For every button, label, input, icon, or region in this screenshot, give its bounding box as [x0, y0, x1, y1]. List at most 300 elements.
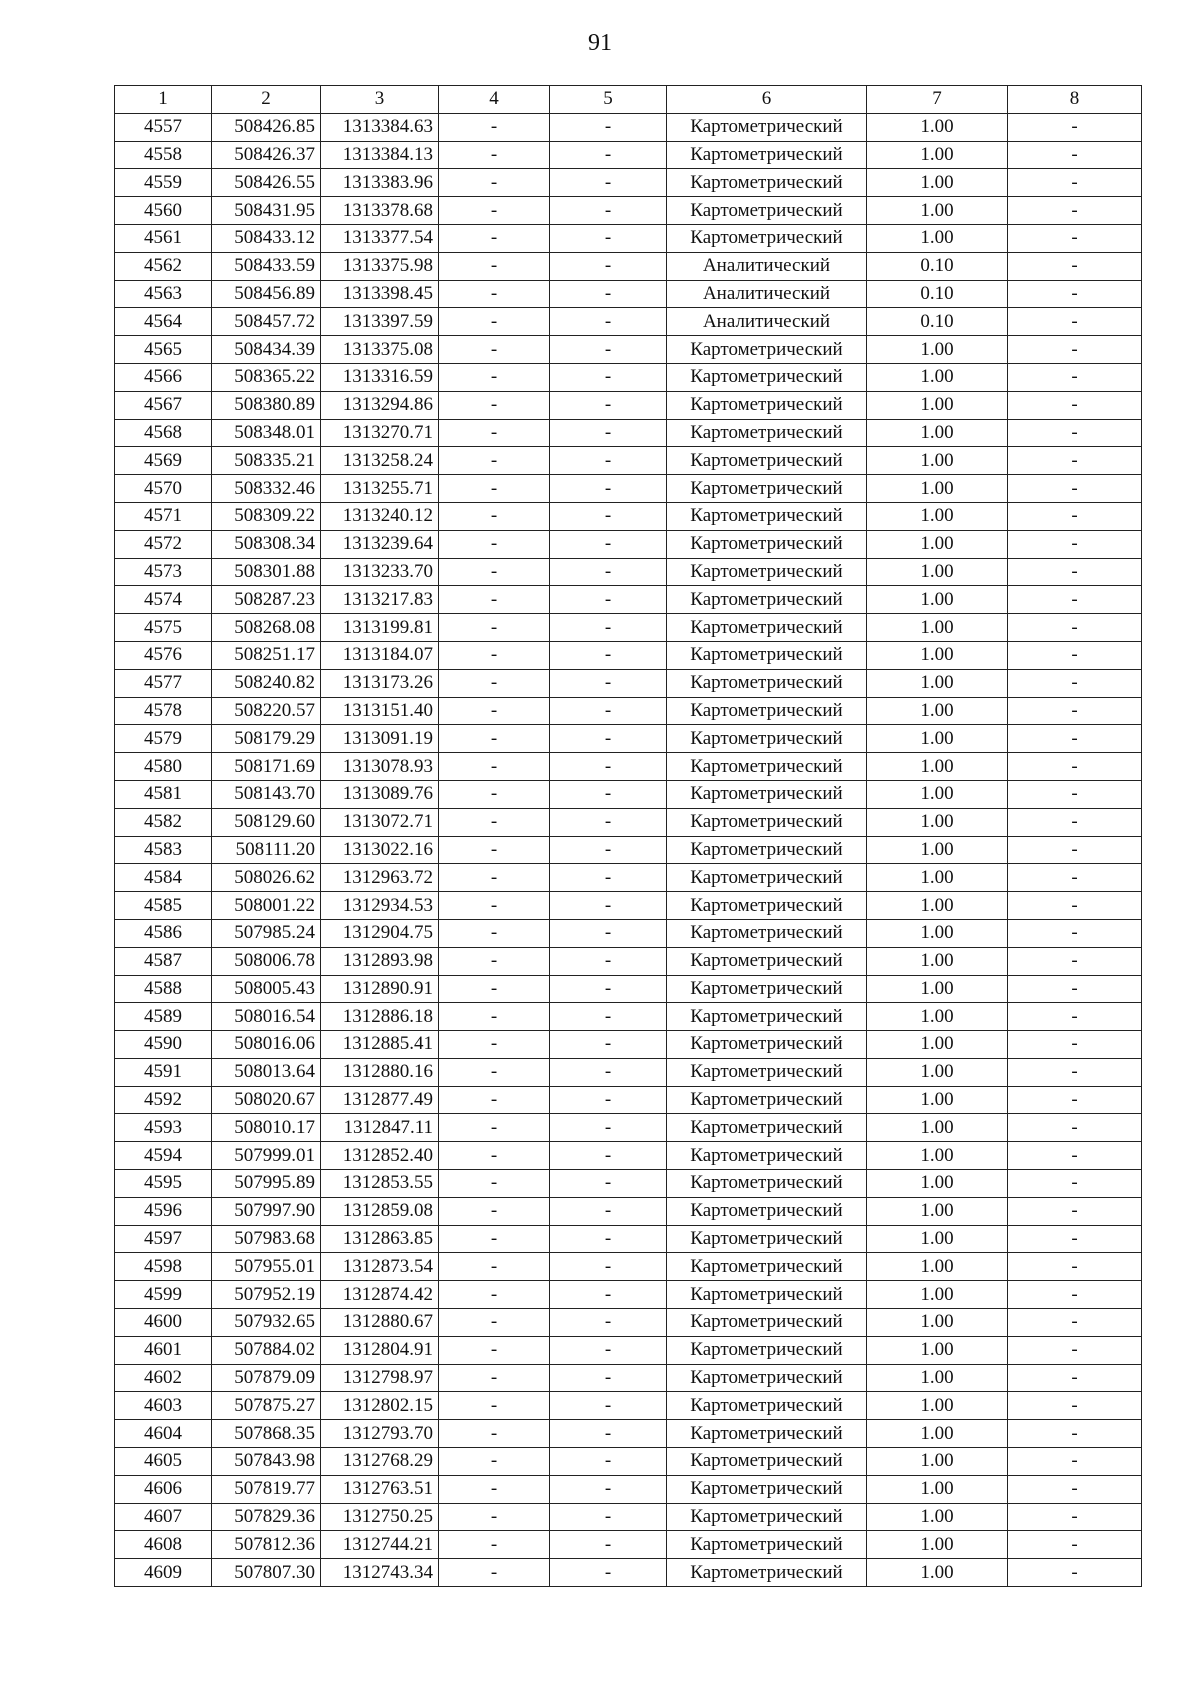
- col-8-cell: -: [1008, 808, 1142, 836]
- col-4-cell: -: [439, 558, 550, 586]
- col-5-cell: -: [550, 1364, 667, 1392]
- coord-y-cell: 1313022.16: [321, 836, 439, 864]
- method-cell: Аналитический: [667, 280, 867, 308]
- col-8-cell: -: [1008, 391, 1142, 419]
- col-5-cell: -: [550, 1197, 667, 1225]
- coord-y-cell: 1312750.25: [321, 1503, 439, 1531]
- col-5-cell: -: [550, 419, 667, 447]
- coord-x-cell: 507819.77: [212, 1475, 321, 1503]
- method-cell: Картометрический: [667, 586, 867, 614]
- col-8-cell: -: [1008, 864, 1142, 892]
- col-5-cell: -: [550, 308, 667, 336]
- coord-x-cell: 507884.02: [212, 1336, 321, 1364]
- point-number-cell: 4603: [115, 1392, 212, 1420]
- coord-x-cell: 508179.29: [212, 725, 321, 753]
- point-number-cell: 4586: [115, 919, 212, 947]
- coord-y-cell: 1312859.08: [321, 1197, 439, 1225]
- col-5-cell: -: [550, 1392, 667, 1420]
- col-5-cell: -: [550, 1114, 667, 1142]
- coord-x-cell: 508426.55: [212, 169, 321, 197]
- method-cell: Картометрический: [667, 780, 867, 808]
- accuracy-cell: 0.10: [867, 280, 1008, 308]
- coord-y-cell: 1313173.26: [321, 669, 439, 697]
- point-number-cell: 4607: [115, 1503, 212, 1531]
- col-8-cell: -: [1008, 113, 1142, 141]
- accuracy-cell: 1.00: [867, 1170, 1008, 1198]
- method-cell: Картометрический: [667, 475, 867, 503]
- coord-y-cell: 1313397.59: [321, 308, 439, 336]
- col-5-cell: -: [550, 669, 667, 697]
- col-4-cell: -: [439, 308, 550, 336]
- method-cell: Картометрический: [667, 419, 867, 447]
- coord-x-cell: 508287.23: [212, 586, 321, 614]
- accuracy-cell: 1.00: [867, 1142, 1008, 1170]
- col-5-cell: -: [550, 892, 667, 920]
- coord-y-cell: 1313377.54: [321, 224, 439, 252]
- col-4-cell: -: [439, 169, 550, 197]
- col-8-cell: -: [1008, 1114, 1142, 1142]
- coord-y-cell: 1312880.67: [321, 1309, 439, 1337]
- col-5-cell: -: [550, 808, 667, 836]
- method-cell: Картометрический: [667, 864, 867, 892]
- col-4-cell: -: [439, 780, 550, 808]
- coord-x-cell: 508426.37: [212, 141, 321, 169]
- coord-x-cell: 508308.34: [212, 530, 321, 558]
- accuracy-cell: 1.00: [867, 558, 1008, 586]
- col-4-cell: -: [439, 530, 550, 558]
- accuracy-cell: 1.00: [867, 363, 1008, 391]
- col-4-cell: -: [439, 224, 550, 252]
- col-8-cell: -: [1008, 558, 1142, 586]
- method-cell: Картометрический: [667, 113, 867, 141]
- table-row: [115, 669, 1142, 697]
- col-4-cell: -: [439, 641, 550, 669]
- col-4-cell: -: [439, 280, 550, 308]
- table-row: [115, 1448, 1142, 1476]
- method-cell: Картометрический: [667, 697, 867, 725]
- coord-y-cell: 1312793.70: [321, 1420, 439, 1448]
- table-row: [115, 419, 1142, 447]
- coord-y-cell: 1312885.41: [321, 1031, 439, 1059]
- method-cell: Картометрический: [667, 836, 867, 864]
- coord-y-cell: 1313078.93: [321, 753, 439, 781]
- method-cell: Картометрический: [667, 919, 867, 947]
- coord-y-cell: 1313294.86: [321, 391, 439, 419]
- col-5-cell: -: [550, 836, 667, 864]
- table-row: [115, 641, 1142, 669]
- accuracy-cell: 1.00: [867, 947, 1008, 975]
- coord-y-cell: 1312904.75: [321, 919, 439, 947]
- method-cell: Картометрический: [667, 641, 867, 669]
- coord-y-cell: 1312873.54: [321, 1253, 439, 1281]
- coord-y-cell: 1313375.08: [321, 336, 439, 364]
- point-number-cell: 4577: [115, 669, 212, 697]
- accuracy-cell: 1.00: [867, 808, 1008, 836]
- coord-y-cell: 1312743.34: [321, 1559, 439, 1587]
- table-row: [115, 892, 1142, 920]
- coord-x-cell: 507955.01: [212, 1253, 321, 1281]
- coord-y-cell: 1313233.70: [321, 558, 439, 586]
- col-8-cell: -: [1008, 892, 1142, 920]
- col-8-cell: -: [1008, 1559, 1142, 1587]
- point-number-cell: 4567: [115, 391, 212, 419]
- col-5-cell: -: [550, 919, 667, 947]
- method-cell: Картометрический: [667, 892, 867, 920]
- method-cell: Картометрический: [667, 1475, 867, 1503]
- coord-x-cell: 507983.68: [212, 1225, 321, 1253]
- table-row: [115, 614, 1142, 642]
- coord-y-cell: 1313258.24: [321, 447, 439, 475]
- point-number-cell: 4587: [115, 947, 212, 975]
- point-number-cell: 4581: [115, 780, 212, 808]
- coord-x-cell: 508006.78: [212, 947, 321, 975]
- col-8-cell: -: [1008, 224, 1142, 252]
- coord-x-cell: 508456.89: [212, 280, 321, 308]
- table-row: [115, 530, 1142, 558]
- accuracy-cell: 1.00: [867, 391, 1008, 419]
- table-row: [115, 1031, 1142, 1059]
- table-row: [115, 1503, 1142, 1531]
- col-5-cell: -: [550, 1503, 667, 1531]
- method-cell: Картометрический: [667, 1420, 867, 1448]
- col-5-cell: -: [550, 697, 667, 725]
- col-4-cell: -: [439, 363, 550, 391]
- accuracy-cell: 1.00: [867, 1253, 1008, 1281]
- table-body: [115, 113, 1142, 1586]
- coord-y-cell: 1313384.63: [321, 113, 439, 141]
- col-8-cell: -: [1008, 308, 1142, 336]
- point-number-cell: 4576: [115, 641, 212, 669]
- coord-y-cell: 1312890.91: [321, 975, 439, 1003]
- coord-x-cell: 507812.36: [212, 1531, 321, 1559]
- col-5-cell: -: [550, 614, 667, 642]
- table-row: [115, 447, 1142, 475]
- point-number-cell: 4557: [115, 113, 212, 141]
- coord-x-cell: 507995.89: [212, 1170, 321, 1198]
- accuracy-cell: 1.00: [867, 113, 1008, 141]
- accuracy-cell: 1.00: [867, 1225, 1008, 1253]
- coord-y-cell: 1313240.12: [321, 502, 439, 530]
- col-4-cell: -: [439, 836, 550, 864]
- col-8-cell: -: [1008, 447, 1142, 475]
- coord-x-cell: 508020.67: [212, 1086, 321, 1114]
- col-4-cell: -: [439, 614, 550, 642]
- accuracy-cell: 0.10: [867, 252, 1008, 280]
- point-number-cell: 4600: [115, 1309, 212, 1337]
- method-cell: Картометрический: [667, 1448, 867, 1476]
- table-row: [115, 1058, 1142, 1086]
- col-8-cell: -: [1008, 1281, 1142, 1309]
- col-5-cell: -: [550, 1058, 667, 1086]
- table-row: [115, 947, 1142, 975]
- col-4-cell: -: [439, 475, 550, 503]
- col-4-cell: -: [439, 1225, 550, 1253]
- method-cell: Картометрический: [667, 1031, 867, 1059]
- table-row: [115, 1392, 1142, 1420]
- point-number-cell: 4564: [115, 308, 212, 336]
- col-5-cell: -: [550, 502, 667, 530]
- col-4-cell: -: [439, 502, 550, 530]
- accuracy-cell: 1.00: [867, 892, 1008, 920]
- col-4-cell: -: [439, 1392, 550, 1420]
- coord-x-cell: 508010.17: [212, 1114, 321, 1142]
- coord-y-cell: 1312886.18: [321, 1003, 439, 1031]
- method-cell: Картометрический: [667, 975, 867, 1003]
- coord-x-cell: 508220.57: [212, 697, 321, 725]
- coord-x-cell: 508433.59: [212, 252, 321, 280]
- table-row: [115, 224, 1142, 252]
- col-5-cell: -: [550, 475, 667, 503]
- col-8-cell: -: [1008, 1531, 1142, 1559]
- accuracy-cell: 1.00: [867, 780, 1008, 808]
- col-8-cell: -: [1008, 1475, 1142, 1503]
- col-8-cell: -: [1008, 725, 1142, 753]
- accuracy-cell: 1.00: [867, 336, 1008, 364]
- point-number-cell: 4589: [115, 1003, 212, 1031]
- method-cell: Картометрический: [667, 1392, 867, 1420]
- col-8-cell: -: [1008, 141, 1142, 169]
- col-4-cell: -: [439, 1031, 550, 1059]
- col-5-cell: -: [550, 1309, 667, 1337]
- col-5-cell: -: [550, 336, 667, 364]
- point-number-cell: 4580: [115, 753, 212, 781]
- accuracy-cell: 1.00: [867, 697, 1008, 725]
- col-4-cell: -: [439, 141, 550, 169]
- col-8-cell: -: [1008, 1253, 1142, 1281]
- coord-y-cell: 1312863.85: [321, 1225, 439, 1253]
- col-8-cell: -: [1008, 169, 1142, 197]
- coord-x-cell: 507985.24: [212, 919, 321, 947]
- coord-x-cell: 507999.01: [212, 1142, 321, 1170]
- coord-x-cell: 507868.35: [212, 1420, 321, 1448]
- point-number-cell: 4594: [115, 1142, 212, 1170]
- col-4-cell: -: [439, 1309, 550, 1337]
- col-4-cell: -: [439, 336, 550, 364]
- col-4-cell: -: [439, 1142, 550, 1170]
- method-cell: Картометрический: [667, 1114, 867, 1142]
- method-cell: Картометрический: [667, 808, 867, 836]
- point-number-cell: 4583: [115, 836, 212, 864]
- col-5-cell: -: [550, 1142, 667, 1170]
- col-5-cell: -: [550, 447, 667, 475]
- col-4-cell: -: [439, 1281, 550, 1309]
- coord-y-cell: 1312802.15: [321, 1392, 439, 1420]
- col-5-cell: -: [550, 558, 667, 586]
- table-row: [115, 169, 1142, 197]
- coord-x-cell: 507829.36: [212, 1503, 321, 1531]
- col-5-cell: -: [550, 753, 667, 781]
- table-row: [115, 1475, 1142, 1503]
- table-row: [115, 1142, 1142, 1170]
- coord-x-cell: 508332.46: [212, 475, 321, 503]
- col-8-cell: -: [1008, 475, 1142, 503]
- coord-y-cell: 1312804.91: [321, 1336, 439, 1364]
- point-number-cell: 4562: [115, 252, 212, 280]
- coord-x-cell: 508240.82: [212, 669, 321, 697]
- coord-y-cell: 1313383.96: [321, 169, 439, 197]
- method-cell: Картометрический: [667, 363, 867, 391]
- col-5-cell: -: [550, 280, 667, 308]
- point-number-cell: 4591: [115, 1058, 212, 1086]
- col-5-cell: -: [550, 363, 667, 391]
- col-4-cell: -: [439, 1170, 550, 1198]
- accuracy-cell: 1.00: [867, 141, 1008, 169]
- col-8-cell: -: [1008, 280, 1142, 308]
- table-row: [115, 586, 1142, 614]
- table-row: [115, 1170, 1142, 1198]
- method-cell: Аналитический: [667, 252, 867, 280]
- table-row: [115, 1086, 1142, 1114]
- coord-y-cell: 1312934.53: [321, 892, 439, 920]
- table-row: [115, 1114, 1142, 1142]
- coord-x-cell: 508016.06: [212, 1031, 321, 1059]
- accuracy-cell: 1.00: [867, 502, 1008, 530]
- method-cell: Картометрический: [667, 558, 867, 586]
- table-row: [115, 975, 1142, 1003]
- col-5-cell: -: [550, 725, 667, 753]
- method-cell: Картометрический: [667, 224, 867, 252]
- col-4-cell: -: [439, 669, 550, 697]
- table-row: [115, 252, 1142, 280]
- coord-x-cell: 508001.22: [212, 892, 321, 920]
- table-row: [115, 808, 1142, 836]
- point-number-cell: 4588: [115, 975, 212, 1003]
- coord-y-cell: 1312874.42: [321, 1281, 439, 1309]
- method-cell: Аналитический: [667, 308, 867, 336]
- table-row: [115, 1420, 1142, 1448]
- coord-x-cell: 508433.12: [212, 224, 321, 252]
- method-cell: Картометрический: [667, 1058, 867, 1086]
- col-4-cell: -: [439, 1364, 550, 1392]
- table-row: [115, 363, 1142, 391]
- accuracy-cell: 1.00: [867, 1559, 1008, 1587]
- col-8-cell: -: [1008, 614, 1142, 642]
- col-8-cell: -: [1008, 336, 1142, 364]
- accuracy-cell: 1.00: [867, 586, 1008, 614]
- header-cell-4: 4: [439, 86, 550, 114]
- table-row: [115, 780, 1142, 808]
- coord-x-cell: 508013.64: [212, 1058, 321, 1086]
- col-5-cell: -: [550, 975, 667, 1003]
- table-row: [115, 308, 1142, 336]
- point-number-cell: 4566: [115, 363, 212, 391]
- table-row: [115, 1309, 1142, 1337]
- coord-y-cell: 1312852.40: [321, 1142, 439, 1170]
- col-5-cell: -: [550, 1031, 667, 1059]
- point-number-cell: 4592: [115, 1086, 212, 1114]
- page-number: 91: [588, 30, 612, 56]
- col-8-cell: -: [1008, 1309, 1142, 1337]
- accuracy-cell: 1.00: [867, 475, 1008, 503]
- coord-x-cell: 508143.70: [212, 780, 321, 808]
- col-4-cell: -: [439, 1086, 550, 1114]
- accuracy-cell: 1.00: [867, 614, 1008, 642]
- col-5-cell: -: [550, 1336, 667, 1364]
- coord-x-cell: 508026.62: [212, 864, 321, 892]
- col-4-cell: -: [439, 391, 550, 419]
- coord-y-cell: 1312744.21: [321, 1531, 439, 1559]
- header-row: [115, 86, 1142, 114]
- coord-y-cell: 1313184.07: [321, 641, 439, 669]
- coord-x-cell: 508380.89: [212, 391, 321, 419]
- col-8-cell: -: [1008, 697, 1142, 725]
- coord-x-cell: 508365.22: [212, 363, 321, 391]
- coord-x-cell: 507879.09: [212, 1364, 321, 1392]
- accuracy-cell: 1.00: [867, 753, 1008, 781]
- table-row: [115, 280, 1142, 308]
- accuracy-cell: 1.00: [867, 419, 1008, 447]
- point-number-cell: 4582: [115, 808, 212, 836]
- col-8-cell: -: [1008, 1086, 1142, 1114]
- col-4-cell: -: [439, 252, 550, 280]
- table-row: [115, 1253, 1142, 1281]
- method-cell: Картометрический: [667, 447, 867, 475]
- coord-y-cell: 1313378.68: [321, 197, 439, 225]
- method-cell: Картометрический: [667, 1142, 867, 1170]
- table-row: [115, 558, 1142, 586]
- point-number-cell: 4568: [115, 419, 212, 447]
- point-number-cell: 4584: [115, 864, 212, 892]
- col-8-cell: -: [1008, 1336, 1142, 1364]
- point-number-cell: 4598: [115, 1253, 212, 1281]
- col-5-cell: -: [550, 252, 667, 280]
- col-5-cell: -: [550, 1003, 667, 1031]
- accuracy-cell: 1.00: [867, 919, 1008, 947]
- col-4-cell: -: [439, 113, 550, 141]
- method-cell: Картометрический: [667, 947, 867, 975]
- coord-x-cell: 507875.27: [212, 1392, 321, 1420]
- col-4-cell: -: [439, 586, 550, 614]
- accuracy-cell: 1.00: [867, 530, 1008, 558]
- table-row: [115, 502, 1142, 530]
- coord-y-cell: 1312893.98: [321, 947, 439, 975]
- point-number-cell: 4601: [115, 1336, 212, 1364]
- coord-x-cell: 508335.21: [212, 447, 321, 475]
- accuracy-cell: 1.00: [867, 1086, 1008, 1114]
- method-cell: Картометрический: [667, 141, 867, 169]
- method-cell: Картометрический: [667, 753, 867, 781]
- col-4-cell: -: [439, 1503, 550, 1531]
- col-4-cell: -: [439, 697, 550, 725]
- col-5-cell: -: [550, 391, 667, 419]
- point-number-cell: 4602: [115, 1364, 212, 1392]
- col-4-cell: -: [439, 753, 550, 781]
- col-8-cell: -: [1008, 1142, 1142, 1170]
- accuracy-cell: 1.00: [867, 1003, 1008, 1031]
- method-cell: Картометрический: [667, 1336, 867, 1364]
- col-4-cell: -: [439, 1197, 550, 1225]
- table-row: [115, 836, 1142, 864]
- col-4-cell: -: [439, 1058, 550, 1086]
- table-row: [115, 391, 1142, 419]
- coord-y-cell: 1312768.29: [321, 1448, 439, 1476]
- accuracy-cell: 1.00: [867, 1448, 1008, 1476]
- accuracy-cell: 1.00: [867, 1503, 1008, 1531]
- table-row: [115, 113, 1142, 141]
- coord-y-cell: 1313199.81: [321, 614, 439, 642]
- point-number-cell: 4569: [115, 447, 212, 475]
- table-row: [115, 1336, 1142, 1364]
- table-row: [115, 336, 1142, 364]
- col-4-cell: -: [439, 1420, 550, 1448]
- col-5-cell: -: [550, 113, 667, 141]
- header-cell-5: 5: [550, 86, 667, 114]
- col-5-cell: -: [550, 530, 667, 558]
- accuracy-cell: 1.00: [867, 975, 1008, 1003]
- table-row: [115, 1559, 1142, 1587]
- point-number-cell: 4578: [115, 697, 212, 725]
- col-4-cell: -: [439, 1559, 550, 1587]
